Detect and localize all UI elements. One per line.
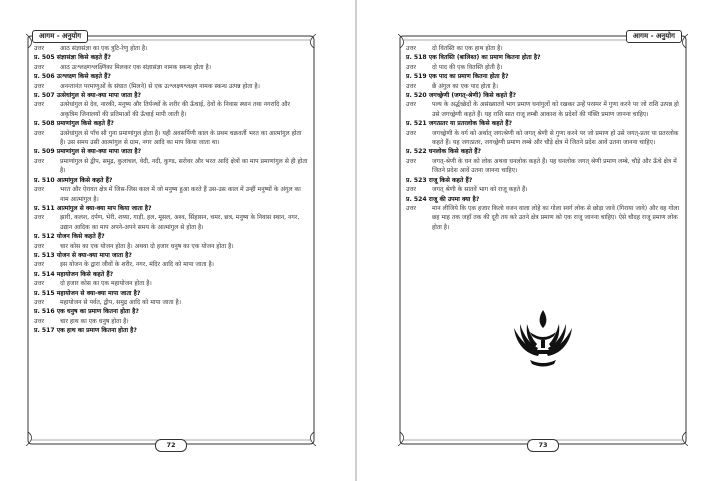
answer-row [406,204,680,232]
answer-text: उत्सेधांगुल से पाँच सौ गुना प्रमाणांगुल होता है। यही अवसर्पिणी काल के प्रथम चक्रवर्ती भरत का आत्मांगुल होता है। उस समय उसी आत्मांगुल से ग्राम, नगर आदि का माप किया जाता था। [60,129,302,147]
right-page-content [406,44,680,432]
question-heading: प्र. 518 एक वितस्ति (बालिश्त) का प्रमाण कितना होता है? [406,54,541,62]
answer-text: जगच्छ्रेणी के वर्ग को अर्थात् जगत्श्रेणी को जगत् श्रेणी से गुणा करने पर जो प्रमाण हो उसे जगत्-प्रतर या प्रतरलोक कहते हैं। यह जगत्प्रतर, जगच्छ्रेणी प्रमाण लम्बे और चौड़े क्षेत्र में जितने प्रदेश आवें उतना जानना चाहिए। [432,129,679,147]
question-heading: प्र. 524 राजू की उपमा क्या है? [406,195,480,203]
answer-label: उत्तर [34,157,45,165]
answer-text: दो हजार कोस का एक महायोजन होता है। [60,280,152,288]
answer-label: उत्तर [34,242,45,250]
answer-row [34,129,308,148]
answer-text: उत्सेधांगुल से देव, नारकी, मनुष्य और तिर्यञ्चों के शरीर की ऊँचाई, देवों के निवास स्थान तथा नगरादि और अकृत्रिम जिनालयों की प्रतिमाओं की ऊँचाई मापी जाती है। [60,101,291,118]
answer-label: उत्तर [34,298,45,306]
right-page [398,32,688,449]
lamp-emblem-icon [508,306,578,372]
answer-row [34,63,308,72]
left-page-number: 72 [155,439,187,452]
answer-label: उत्तर [406,63,417,71]
left-page-header: आगम - अनुयोग [32,30,88,43]
answer-label: उत्तर [34,280,45,288]
answer-text: भरत और ऐरावत क्षेत्र में जिस-जिस काल में जो मनुष्य हुआ करते हैं उस-उस काल में उन्हीं मनुष्यों के अंगुल का नाम आत्मांगुल है। [60,186,301,203]
question-heading: प्र. 509 प्रमाणांगुल से क्या-क्या मापा जाता है? [34,148,142,156]
answer-text: महायोजन से पर्वत, द्वीप, समुद्र आदि को मापा जाता है। [60,298,182,306]
answer-row [34,82,308,91]
answer-row [34,298,308,307]
answer-label: उत्तर [34,63,45,71]
answer-label: उत्तर [406,186,417,194]
question-heading: प्र. 521 जगत्प्रतर या प्रतरलोक किसे कहते हैं? [406,120,512,128]
answer-label: उत्तर [34,129,45,137]
answer-label: उत्तर [34,186,45,194]
answer-text: इस योजन के द्वारा जीवों के शरीर, नगर, मंदिर आदि को मापा जाता है। [60,261,214,269]
answer-label: उत्तर [34,45,45,52]
question-heading: प्र. 516 एक धनुष का प्रमाण कितना होता है? [34,308,139,316]
answer-label: उत्तर [406,82,417,90]
answer-text: प्रमाणांगुल से द्वीप, समुद्र, कुलाचल, वेदी, नदी, कुण्ड, सरोवर और भरत आदि क्षेत्रों का माप प्रमाणांगुल से ही होता है। [60,157,308,175]
question-heading: प्र. 519 एक पाद का प्रमाण कितना होता है? [406,73,509,81]
answer-row [34,44,308,53]
answer-text: आठ संज्ञासंज्ञा का एक त्रुटि-रेणु होता है। [60,45,148,52]
answer-label: उत्तर [406,45,417,52]
answer-text: पल्य के अर्द्धच्छेदों के असंख्यातवें भाग प्रमाण घनांगुलों को रखकर उन्हें परस्पर में गुणा करने पर जो राशि उत्पन्न हो उसे जगच्छ्रेणी कहते हैं। यह राशि सात राजू लम्बी आकाश के प्रदेशों की पंक्ति प्रमाण जानना चाहिए। [432,101,679,118]
answer-text: जगत्-श्रेणी के घन को लोक अथवा घनलोक कहते हैं। यह घनलोक जगत् श्रेणी प्रमाण लम्बे, चौड़े और ऊँचे क्षेत्र में जितने प्रदेश आवें उतना जानना चाहिए। [432,157,677,175]
answer-label: उत्तर [34,214,45,222]
answer-row [406,44,680,53]
left-page-content [34,44,308,432]
answer-label: उत्तर [34,82,45,90]
question-heading: प्र. 523 राजू किसे कहते हैं? [406,176,473,184]
answer-label: उत्तर [406,101,417,109]
answer-label: उत्तर [406,129,417,137]
answer-label: उत्तर [34,261,45,269]
question-heading: प्र. 520 जगच्छ्रेणी (जगत्-श्रेणी) किसे कहते हैं? [406,92,517,100]
answer-label: उत्तर [406,157,417,165]
left-page [26,32,316,449]
question-heading: प्र. 506 उत्श्लक्ष्ण किसे कहते हैं? [34,73,111,81]
answer-row [406,185,680,194]
answer-row [34,185,308,204]
answer-row [34,317,308,326]
answer-label: उत्तर [406,204,417,212]
answer-text: दो पाद की एक वितस्ति होती है। [432,63,503,71]
answer-row [34,279,308,288]
answer-row [406,63,680,72]
question-heading: प्र. 505 संज्ञासंज्ञा किसे कहते हैं? [34,54,111,62]
question-heading: प्र. 510 आत्मांगुल किसे कहते हैं? [34,176,113,184]
question-heading: प्र. 515 महायोजन से क्या-क्या मापा जाता है? [34,289,141,297]
question-heading: प्र. 513 योजन से क्या-क्या मापा जाता है? [34,251,132,259]
answer-text: छै अंगुल का एक पाद होता है। [432,82,499,90]
answer-text: अनन्तानंत परमाणुओं के संघात (मिलने) से एक उत्श्लक्ष्णश्लक्ष्ण नामक स्कन्ध उत्पन्न होता है। [60,82,260,90]
answer-text: जगत् श्रेणी के सातवें भाग को राजू कहते हैं। [432,186,528,194]
question-heading: प्र. 514 महायोजन किसे कहते हैं? [34,270,114,278]
answer-row [34,260,308,269]
answer-row [34,157,308,176]
answer-row [34,213,308,232]
answer-row [406,100,680,119]
question-heading: प्र. 511 आत्मांगुल से क्या-क्या माप किया जाता है? [34,204,152,212]
answer-label: उत्तर [34,317,45,325]
page-gutter [355,0,357,481]
right-page-number: 73 [527,439,559,452]
answer-text: मान लीजिये कि एक हजार किलो वजन वाला लोहे का गोला स्वर्ग लोक से छोड़ा जावे (गिराया जावे) और वह गोला छह माह तक जहाँ तक की दूरी तय करे उतने क्षेत्र प्रमाण को एक राजू जानना चाहिए। ऐसे चौदह राजू प्रमाण लोक होता है। [432,204,680,231]
answer-row [406,129,680,148]
answer-text: झारी, कलश, दर्पण, भेरी, शय्या, गाड़ी, हल, मूसल, अश्व, सिंहासन, चमर, छत्र, मनुष्य के निवास स्थान, नगर, उद्यान आदिक का माप अपने-अपने समय के आत्मांगुल से होता है। [60,214,300,231]
answer-text: आठ उत्श्लक्ष्णश्लक्ष्णिका मिलकर एक संज्ञासंज्ञा नामक स्कन्ध होता है। [60,63,212,71]
right-page-header: आगम - अनुयोग [626,30,682,43]
answer-row [406,157,680,176]
answer-row [34,242,308,251]
question-heading: प्र. 507 उत्सेधांगुल से क्या-क्या मापा जाता है? [34,92,142,100]
answer-label: उत्तर [34,101,45,109]
question-heading: प्र. 512 योजन किसे कहते हैं? [34,233,105,241]
answer-text: चार हाथ का एक धनुष होता है। [60,317,129,325]
question-heading: प्र. 522 घनलोक किसे कहते हैं? [406,148,482,156]
answer-row [34,100,308,119]
question-heading: प्र. 517 एक हाथ का प्रमाण कितना होता है? [34,327,137,335]
answer-text: दो वितस्ति का एक हाथ होता है। [432,45,503,52]
answer-row [406,82,680,91]
question-heading: प्र. 508 प्रमाणांगुल किसे कहते हैं? [34,120,114,128]
answer-text: चार कोस का एक योजन होता है। अथवा दो हजार धनुष का एक योजन होता है। [60,242,234,250]
